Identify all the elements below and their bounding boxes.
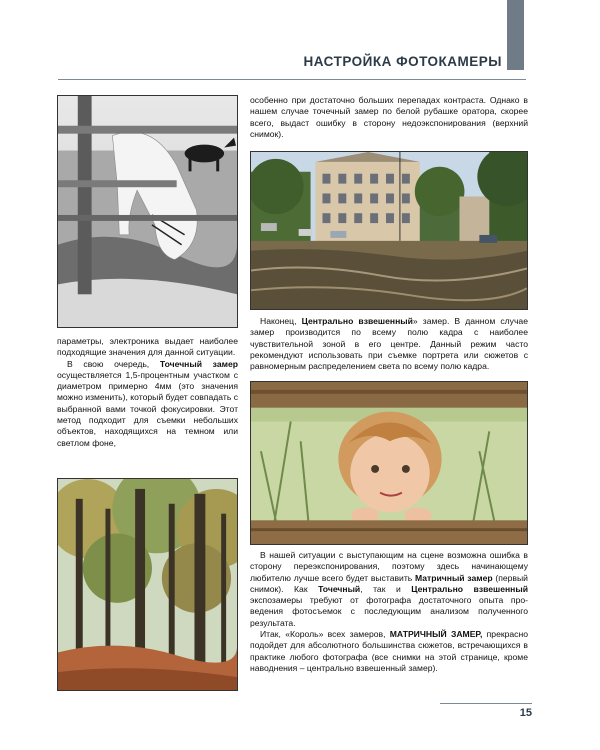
left-p2-rest: осуществляется 1,5-процентным участком с диаметром примерно 4мм (это значения можно изменить), который будет совпадать с выбранной вами точкой фокусировки. Этот метод подходит для съемки небольших объектов, находящихся на темном или светлом фоне, [57,369,238,448]
flood-photo [250,151,528,310]
child-photo [250,381,528,545]
term-center-weighted-2: Центрально взвешенный [411,583,528,594]
right-p3-e: экспозамеры требуют от фотографа достаточного опыта про-ведения фотосъемок с последующим анализом полученного результата. [250,595,528,628]
term-center-weighted: Центрально взвешенный [301,316,413,326]
term-matrix-metering: Матричный замер [414,572,493,583]
left-p2-lead: В свою очередь, [67,358,160,369]
right-paragraph-1: особенно при достаточно больших перепадах контраста. Однако в нашем случае точечный замер по белой рубашке оратора, скорее всего, выдаст ошибку в сторону недоэкспонирования (верхний снимок). [250,95,528,139]
right-p3-c: (первый снимок). Как [250,572,528,594]
right-p3-d: , так и [360,583,412,594]
right-p4-a: Итак, «Король» всех замеров, [260,629,390,640]
right-paragraph-2 [250,316,528,372]
forest-photo [57,478,238,691]
page-number: 15 [519,707,532,719]
left-paragraph-1: параметры, электроника выдает наиболее подходящие значения для данной ситуации. [57,336,238,358]
term-matrix-caps: МАТРИЧНЫЙ ЗАМЕР, [389,629,483,640]
right-p4-c: прекрасно подойдет для абсолютного большинства сюжетов, встречающихся в практике любого фотографа (все снимки на этой странице, кроме наводнения – центрально взвешенный замер). [250,629,528,673]
right-p2-rest: » замер. В данном случае замер производится по всему полю кадра с наиболее чувствительной зоной в его центре. Данный режим часто рекомендуют использовать при съемке портрета или сюжетов с равномерным распределением света по всему полю кадра. [250,316,528,372]
term-spot-metering: Точечный замер [159,358,239,369]
left-column-text [57,336,238,449]
right-paragraph-4 [250,629,528,674]
right-paragraph-3 [250,550,528,629]
horse-photo [57,95,238,328]
right-p3-a: В нашей ситуации с выступающим на сцене возможна ошибка в сторону переэкспонирования, поэтому здесь начинающему любителю лучше всего будет выставить [250,550,528,583]
right-p2-lead: Наконец, [260,316,302,326]
page-title: НАСТРОЙКА ФОТОКАМЕРЫ [303,54,502,69]
right-column-text-bottom [250,550,528,674]
right-column-text-middle [250,316,528,372]
header-accent-bar [507,0,524,70]
term-spot: Точечный [318,583,361,594]
header-divider [58,79,526,80]
footer-divider [440,703,532,704]
right-column-text-top [250,95,528,140]
left-paragraph-2 [57,359,238,449]
